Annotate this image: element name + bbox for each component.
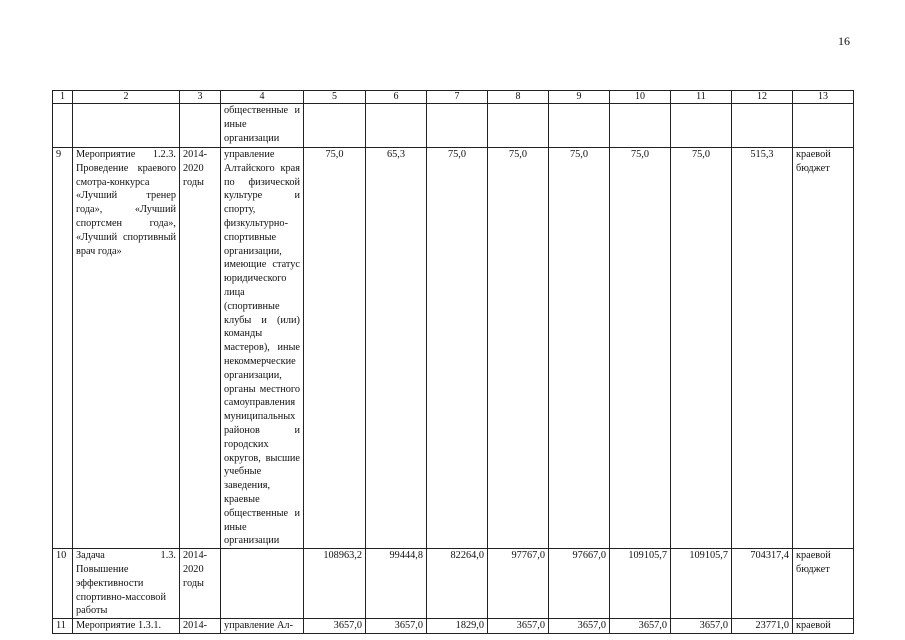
value-cell: 3657,0	[549, 619, 610, 634]
value-cell: 75,0	[488, 148, 549, 549]
value-cell: 1829,0	[427, 619, 488, 634]
total-cell: 704317,4	[732, 549, 793, 619]
table-cell	[793, 104, 854, 148]
table-cell	[180, 104, 221, 148]
header-cell: 1	[53, 91, 73, 104]
header-cell: 6	[366, 91, 427, 104]
measure-name: Мероприятие 1.3.1.	[73, 619, 180, 634]
years-cell: 2014-	[180, 619, 221, 634]
header-cell: 10	[610, 91, 671, 104]
executor-cell: управление Алтайского края по физической культуре и спорту, физкультурно-спортивные организации, имеющие статус юридического лица (спортивные клубы и (или) команды мастеров), иные некоммерческие организации, органы местного самоуправления муниципальных районов и городских округов, высшие учебные заведения, краевые общественные и иные организации	[221, 148, 304, 549]
table-cell	[671, 104, 732, 148]
header-cell: 12	[732, 91, 793, 104]
measure-name: Задача 1.3. Повышение эффективности спортивно-массовой работы	[73, 549, 180, 619]
budget-table	[52, 90, 854, 634]
table-cell	[427, 104, 488, 148]
page-number: 16	[838, 34, 850, 48]
total-cell: 23771,0	[732, 619, 793, 634]
value-cell: 75,0	[304, 148, 366, 549]
value-cell: 3657,0	[366, 619, 427, 634]
header-cell: 9	[549, 91, 610, 104]
value-cell: 99444,8	[366, 549, 427, 619]
table-row	[53, 148, 854, 549]
table-cell	[53, 104, 73, 148]
table-cell	[732, 104, 793, 148]
header-cell: 11	[671, 91, 732, 104]
value-cell: 75,0	[427, 148, 488, 549]
table-cell	[488, 104, 549, 148]
executor-cell: общественные и иные организации	[221, 104, 304, 148]
table-row	[53, 619, 854, 634]
header-cell: 4	[221, 91, 304, 104]
value-cell: 3657,0	[610, 619, 671, 634]
total-cell: 515,3	[732, 148, 793, 549]
funding-source: краевой бюджет	[793, 549, 854, 619]
table-cell	[549, 104, 610, 148]
header-cell: 3	[180, 91, 221, 104]
table-cell	[610, 104, 671, 148]
executor-cell: управление Ал-	[221, 619, 304, 634]
continuation-row	[53, 104, 854, 148]
value-cell: 97667,0	[549, 549, 610, 619]
table-row	[53, 549, 854, 619]
table-cell	[73, 104, 180, 148]
funding-source: краевой бюджет	[793, 148, 854, 549]
funding-source: краевой	[793, 619, 854, 634]
measure-name: Мероприятие 1.2.3. Проведение краевого смотра-конкурса «Лучший тренер года», «Лучший спортсмен года», «Лучший спортивный врач года»	[73, 148, 180, 549]
years-cell: 2014-2020 годы	[180, 148, 221, 549]
row-number: 10	[53, 549, 73, 619]
value-cell: 3657,0	[304, 619, 366, 634]
header-cell: 8	[488, 91, 549, 104]
value-cell: 75,0	[610, 148, 671, 549]
value-cell: 3657,0	[488, 619, 549, 634]
executor-cell	[221, 549, 304, 619]
value-cell: 82264,0	[427, 549, 488, 619]
years-cell: 2014-2020 годы	[180, 549, 221, 619]
header-cell: 7	[427, 91, 488, 104]
header-cell: 5	[304, 91, 366, 104]
value-cell: 97767,0	[488, 549, 549, 619]
value-cell: 109105,7	[610, 549, 671, 619]
value-cell: 65,3	[366, 148, 427, 549]
row-number: 11	[53, 619, 73, 634]
value-cell: 75,0	[549, 148, 610, 549]
value-cell: 3657,0	[671, 619, 732, 634]
row-number: 9	[53, 148, 73, 549]
table-cell	[366, 104, 427, 148]
table-cell	[304, 104, 366, 148]
value-cell: 75,0	[671, 148, 732, 549]
header-cell: 2	[73, 91, 180, 104]
header-row	[53, 91, 854, 104]
value-cell: 109105,7	[671, 549, 732, 619]
value-cell: 108963,2	[304, 549, 366, 619]
header-cell: 13	[793, 91, 854, 104]
